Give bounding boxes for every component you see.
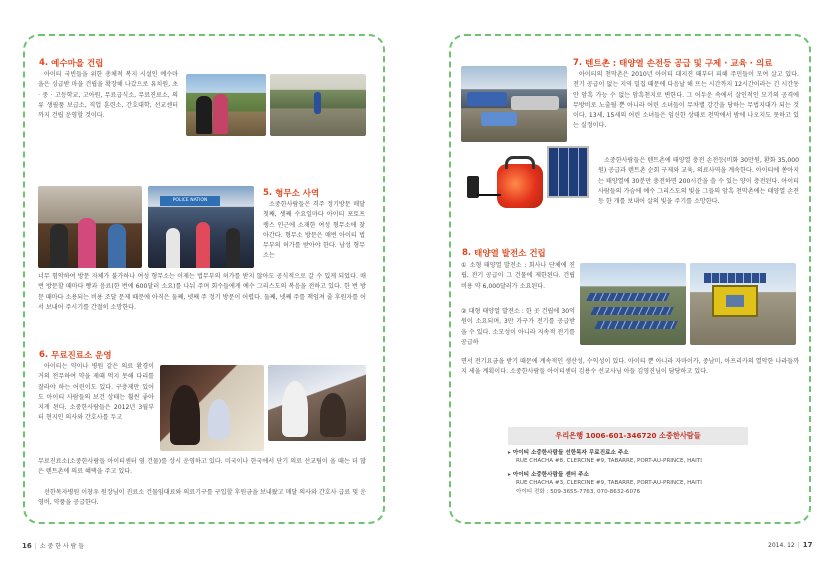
section-8-item-1 <box>461 261 575 307</box>
section-7-title: 텐트촌 : 태양열 손전등 공급 및 구제 · 교육 · 의료 <box>585 59 773 69</box>
phone-line: 아이티 전화 : 509-3655-7763, 070-8632-6076 <box>516 488 641 495</box>
section-8-item-2-text: ② 대형 태양열 발전소 : 한 곳 건립에 30억원이 소요되며, 3만 가구가 전기를 공급받을 수 있다. 소모성이 아니라 지속적 전기를 공급하 <box>461 308 575 346</box>
police-sign: POLICE NATION <box>160 196 220 206</box>
section-6-number: 6. <box>39 350 49 360</box>
section-8-title: 태양열 발전소 건립 <box>474 249 546 259</box>
address-1 <box>508 449 748 466</box>
solar-array <box>586 293 670 301</box>
person-figure <box>226 228 240 268</box>
clinic-photo-2 <box>268 365 366 441</box>
address-1-line: RUE CHACHA #8, CLERCINE #9, TABARRE, PORT-AU-PRINCE, HAITI <box>516 458 702 465</box>
solar-booth-photo <box>690 263 796 345</box>
person-figure <box>170 385 200 445</box>
section-6-body-full: 무료진료소(소중한사람들 아이티센터 옆 건물)를 상시 운영하고 있다. 미국이나 한국에서 단기 의료 선교팀이 올 때는 더 많은 텐트촌에 의료 혜택을 주고 있다. <box>38 458 366 476</box>
section-8-heading <box>462 247 546 259</box>
person-figure <box>196 96 212 134</box>
address-1-title: 아이티 소중한사람들 선한목자 무료진료소 주소 <box>512 450 629 456</box>
section-7-body-2: 소중한사람들은 텐트촌에 태양열 충전 손전등(비화 30만원, 환화 35,000원) 공급과 텐트촌 순회 구제와 교육, 의료사역을 계속한다. 아이티에 쏟아지는 태양열에 30분만 충전하면 200시간을 쓸 수 있는 양이 충전된다. 아이티 사람들의 가슴에 예수 그리스도의 빛을 그들의 암흑 천막촌에는 태양열 손전등 한 개를 보내어 살의 빛을 주기를 소망한다. <box>598 157 799 206</box>
tent-tarp <box>467 92 507 106</box>
section-8-body-full: 면서 전기요금을 받기 때문에 계속적인 생산성, 수익성이 있다. 아이티 뿐 아니라 자마이카, 중남미, 아프리카의 열악한 나라들까지 세울 계획이다. 소중한사람들 아이티센터 김용수 선교사님 아들 김영진님이 담당하고 있다. <box>461 358 799 376</box>
village-photo <box>186 74 266 136</box>
section-4-text <box>38 70 178 160</box>
section-5-heading <box>263 187 319 199</box>
donation-info-box <box>508 427 748 517</box>
bank-account: 우리은행 1006-601-346720 소중한사람들 <box>508 427 748 445</box>
bullet-icon: ▸ <box>508 472 511 478</box>
issue-date: 2014. 12 <box>768 542 795 549</box>
tent-camp-photo <box>461 66 567 142</box>
section-7-text-1 <box>573 70 799 156</box>
section-4-body: 아이티 국빈들을 위한 총체적 복지 시설인 예수마을은 싱급받 마을 건립을 확장해 나갔으로 유치원, 초 · 중 · 고등학교, 고아원, 무료급식소, 무료진료소, 의류 생필품 보급소, 직업 훈련소, 간호대학, 선교센터까지 건립 운영할 것이다. <box>38 71 178 120</box>
page-number-right: 17 <box>802 541 813 549</box>
tent-tarp <box>511 96 559 110</box>
section-6-side-text <box>38 362 154 456</box>
lantern-icon <box>497 164 543 208</box>
section-5-number: 5. <box>263 188 273 198</box>
section-6-body-last: 선한목자병원 이창우 원장님이 진료소 건물임대료와 의료기구를 구입할 후원금을 보내왔고 매달 의사와 간호사 급료 및 운영비, 약품을 공급한다. <box>38 489 366 507</box>
section-6-last-text <box>38 488 366 512</box>
prison-visit-photo-1 <box>38 186 142 268</box>
solar-roof <box>704 273 766 283</box>
section-7-body-1: 아이티의 천막촌은 2010년 아이티 대지진 때부터 피해 주민들이 모여 살고 있다. 전기 공급이 없는 지역 밀집 때문에 다음날 해 뜨는 시간까지 12시간이라는 긴 시간동안 암흑 가능 수 없는 암흑천지로 변한다. 그 어두운 속에서 살인적인 모기의 공격에 무방비로 노출될 뿐 아니라 어린 소녀들이 무차별 강간을 당하는 무법지대가 되는 것이다. 13세, 15세의 어린 소녀들은 임신한 상태로 천막에서 밤에 나오지도 못하고 있는 실정이다. <box>573 71 799 130</box>
section-4-title: 예수마을 건립 <box>51 59 104 69</box>
section-8-number: 8. <box>462 248 472 258</box>
section-8-item-2 <box>461 307 575 359</box>
footer-divider: | <box>34 543 37 550</box>
solar-lantern-photo <box>461 146 591 216</box>
left-footer <box>22 541 84 550</box>
person-figure <box>108 224 126 268</box>
tent-tarp <box>481 112 517 126</box>
footer-divider: | <box>797 542 800 549</box>
construction-photo <box>270 74 366 136</box>
solar-farm-photo <box>580 263 686 345</box>
address-2 <box>508 471 748 496</box>
person-figure <box>314 92 321 114</box>
person-figure <box>208 399 230 439</box>
section-8-item-1-text: ① 소형 태양열 발전소 : 회사나 단체에 진립, 전기 공급이 그 건물에 제한된다. 건립비용 약 6,000달러가 소요된다. <box>461 262 575 290</box>
section-5-full-text <box>38 272 366 326</box>
section-7-text-2 <box>598 156 799 230</box>
section-8-full-text <box>461 357 799 391</box>
address-2-line: RUE CHACHA #3, CLERCINE #9, TABARRE, PORT-AU-PRINCE, HAITI <box>516 480 702 487</box>
section-6-full-text <box>38 457 366 489</box>
section-6-title: 무료진료소 운영 <box>51 351 112 361</box>
cable <box>477 194 501 196</box>
solar-array <box>590 307 674 315</box>
section-5-body-full: 너무 험악하여 방문 자체가 불가하나 여성 형무소는 이제는 법무부의 허가를 받지 않아도 공식적으로 갈 수 있게 되었다. 매번 방문할 때마다 빵과 음료(한 번에 600달러 소요)를 나눠 주며 회수들에게 예수 그리스도의 복음을 전하고 있다. 한 번 방문 때마다 소용되는 비용 조달 문제 때문에 아직은 둘째, 넷째 주 정기 방문이 어렵다. 둘째, 넷째 주를 책임져 줄 후원자를 어서 보내어 주시기를 간절히 소망한다. <box>38 273 366 311</box>
section-5-side-text <box>263 200 365 270</box>
person-figure <box>282 381 308 437</box>
section-4-heading <box>39 57 103 69</box>
magazine-name: 소 중 한 사 람 들 <box>39 543 85 550</box>
section-7-heading <box>573 57 772 69</box>
booth <box>712 285 758 317</box>
section-6-heading <box>39 349 112 361</box>
person-figure <box>166 228 180 268</box>
section-4-number: 4. <box>39 58 49 68</box>
address-2-title: 아이티 소중한사람들 센터 주소 <box>512 472 589 478</box>
right-footer <box>768 541 813 549</box>
solar-array <box>594 321 678 329</box>
section-6-body-side: 아이티는 약이나 병원 같은 의료 환경이 거의 전무하여 약을 제때 먹지 못해 다리를 잘라야 하는 어린이도 있다. 구충제만 있어도 아이티 사람들의 보건 상태는 훨씬 좋아지게 된다. 소중한사람들은 2012년 3월부터 현지인 의사와 간호사를 두고 <box>38 363 154 422</box>
clinic-photo-1 <box>160 365 264 451</box>
person-figure <box>196 222 210 268</box>
bullet-icon: ▸ <box>508 450 511 456</box>
page-number-left: 16 <box>22 542 32 550</box>
prison-visit-photo-2 <box>148 186 254 268</box>
section-5-body-side: 소중한사람들은 격주 정기방문 매달 첫째, 셋째 수요일마다 아이티 포토프랭스 인근에 소재한 여성 형무소에 찾아간다. 형무소 방문은 매번 아이티 법무부의 허가를 받아야 한다. 남성 형무소는 <box>263 201 365 260</box>
person-figure <box>320 393 346 437</box>
section-7-number: 7. <box>573 58 583 68</box>
person-figure <box>213 94 228 134</box>
section-5-title: 형무소 사역 <box>275 189 320 199</box>
person-figure <box>78 218 96 268</box>
person-figure <box>50 224 68 268</box>
